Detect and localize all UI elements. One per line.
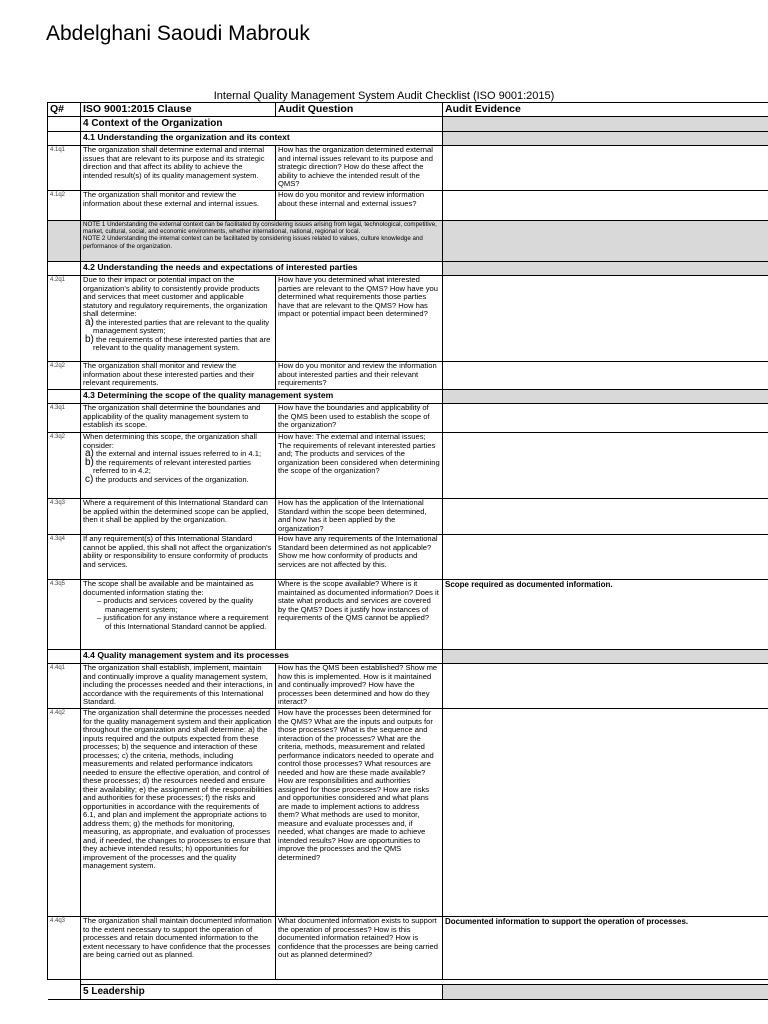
section-4-heading: 4 Context of the Organization [81,117,443,132]
question-text: Where is the scope available? Where is it maintained as documented information? Does it state what products and services are covered by the QMS? Does it justify how instances of requirements of the QMS cannot be applied? [276,580,443,650]
audit-checklist-table [47,102,768,1000]
question-text: How have any requirements of the International Standard been determined as not applicable? Show me how conformity of products and services are not affected by this. [276,535,443,580]
section-4-3-row [48,390,768,404]
question-id: 4.1q1 [48,146,81,191]
header-row [48,103,768,117]
section-4-1-row [48,132,768,146]
section-4-2-row [48,262,768,276]
table-row [48,499,768,535]
clause-text: The organization shall monitor and review the information about these interested parties and their relevant requirements. [81,362,276,390]
clause-intro: Due to their impact or potential impact on the organization's ability to consistently provide products and services that meet customer and applicable statutory and regulatory requirements, the organization shall determine: [83,275,268,318]
table-row [48,709,768,917]
clause-text: If any requirement(s) of this International Standard cannot be applied, this shall not affect the organization's ability or responsibility to ensure conformity of products and services. [81,535,276,580]
clause-text: The organization shall determine external and internal issues that are relevant to its purpose and its strategic direction and that affect its ability to achieve the intended result(s) of its quality management system. [81,146,276,191]
list-item: b) the requirements of these interested parties that are relevant to the quality management system. [85,333,271,352]
list-item: a) the external and internal issues referred to in 4.1; [85,448,262,459]
clause-text [81,433,276,499]
question-id: 4.3q5 [48,580,81,650]
table-row [48,404,768,433]
section-4-4-row [48,650,768,664]
question-id: 4.2q1 [48,276,81,362]
evidence-text: Documented information to support the operation of processes. [443,917,768,980]
list-item: – products and services covered by the quality management system; [97,596,254,614]
table-row [48,362,768,390]
note-1: NOTE 1 Understanding the external context can be facilitated by considering issues arising from legal, technological, competitive, market, cultural, social, and economic environments, whether international, national, regional or local. [83,221,437,236]
question-text: How have the processes been determined for the QMS? What are the inputs and outputs for those processes? What is the sequence and interaction of the processes? What are the criteria, methods, measurement and related performance indicators needed to operate and control those processes? What resources are needed and how are these made available? How are responsibilities and authorities assigned for those processes? How are risks and opportunities considered and what plans are made to implement actions to address them? What methods are used to monitor, measure and evaluate processes and, if needed, what changes are made to achieve intended results? How are opportunities to improve the processes and the QMS determined? [276,709,443,917]
note-row [48,221,768,262]
question-id: 4.3q3 [48,499,81,535]
clause-text: The organization shall determine the processes needed for the quality management system and their application throughout the organization and shall determine: a) the inputs required and the outputs expected from these processes; b) the sequence and interaction of these processes; c) the criteria, methods, including measurements and related performance indicators needed to ensure the effective operation, and control of these processes; d) the resources needed and ensure their availability; e) the assignment of the responsibilities and authorities for these processes; f) the risks and opportunities in accordance with the requirements of 6.1, and plan and implement the appropriate actions to address them; g) the methods for monitoring, measuring, as appropriate, and evaluation of processes and, if needed, the changes to processes to ensure that they achieve intended results; h) opportunities for improvement of the processes and the quality management system. [81,709,276,917]
question-id: 4.3q4 [48,535,81,580]
note-2: NOTE 2 Understanding the internal context can be facilitated by considering issues related to values, culture knowledge and performance of the organization. [83,235,423,250]
question-text: How has the application of the International Standard within the scope been determined, and how has it been applied by the organization? [276,499,443,535]
list-item: c) the products and services of the organization. [85,473,249,485]
table-row [48,917,768,980]
clause-intro: When determining this scope, the organization shall consider: [83,432,257,450]
table-row [48,146,768,191]
question-text: How do you monitor and review the information about interested parties and their relevant requirements? [276,362,443,390]
table-row [48,191,768,221]
header-clause: ISO 9001:2015 Clause [81,103,276,117]
question-id: 4.3q1 [48,404,81,433]
question-id: 4.4q1 [48,664,81,709]
section-4-1-heading: 4.1 Understanding the organization and its context [81,132,443,146]
clause-text: The organization shall determine the boundaries and applicability of the quality management system to establish its scope. [81,404,276,433]
section-5-heading: 5 Leadership [81,985,443,1000]
clause-text [81,276,276,362]
clause-text: The organization shall monitor and review the information about these external and internal issues. [81,191,276,221]
list-item: – justification for any instance where a requirement of this International Standard cannot be applied. [97,613,269,631]
clause-text: The organization shall establish, implement, maintain and continually improve a quality management system, including the processes needed and their interactions, in accordance with the requirements of this International Standard. [81,664,276,709]
question-text: How have you determined what interested parties are relevant to the QMS? How have you determined what requirements those parties have that are relevant to the QMS? How has impact or potential impact been determined? [276,276,443,362]
table-row [48,276,768,362]
clause-text: Where a requirement of this International Standard can be applied within the determined scope can be applied, then it shall be applied by the organization. [81,499,276,535]
question-text: How has the organization determined external and internal issues relevant to its purpose and strategic direction? How do these affect the ability to achieve the intended result of the QMS? [276,146,443,191]
question-text: How has the QMS been established? Show me how this is implemented. How is it maintained and continually improved? How have the processes been determined and how do they interact? [276,664,443,709]
section-4-2-heading: 4.2 Understanding the needs and expectations of interested parties [81,262,443,276]
table-row [48,535,768,580]
question-text: How do you monitor and review information about these internal and external issues? [276,191,443,221]
author-name: Abdelghani Saoudi Mabrouk [46,22,310,45]
section-4-4-heading: 4.4 Quality management system and its processes [81,650,443,664]
clause-text: The organization shall maintain documented information to the extent necessary to support the operation of processes and retain documented information to the extent necessary to have confidence that the processes are being carried out as planned. [81,917,276,980]
section-4-3-heading: 4.3 Determining the scope of the quality management system [81,390,443,404]
header-q: Q# [48,103,81,117]
note-block [81,221,443,262]
question-text: How have: The external and internal issues; The requirements of relevant interested parties and; The products and services of the organization been considered when determining the scope of the organization? [276,433,443,499]
clause-intro: The scope shall be available and be maintained as documented information stating the: [83,579,254,597]
question-id: 4.1q2 [48,191,81,221]
section-5-row [48,985,768,1000]
question-text: How have the boundaries and applicability of the QMS been used to establish the scope of the organization? [276,404,443,433]
list-item: b) the requirements of relevant interested parties referred to in 4.2; [85,456,251,475]
question-id: 4.3q2 [48,433,81,499]
header-evidence: Audit Evidence [443,103,768,117]
header-question: Audit Question [276,103,443,117]
question-id: 4.4q2 [48,709,81,917]
question-id: 4.4q3 [48,917,81,980]
table-row [48,580,768,650]
table-row [48,433,768,499]
section-4-row [48,117,768,132]
evidence-text: Scope required as documented information. [443,580,768,650]
document-title: Internal Quality Management System Audit Checklist (ISO 9001:2015) [213,90,555,102]
list-item: a) the interested parties that are relevant to the quality management system; [85,316,270,335]
question-id: 4.2q2 [48,362,81,390]
question-text: What documented information exists to support the operation of processes? How is this documented information retained? How is confidence that the processes are being carried out as planned determined? [276,917,443,980]
table-row [48,664,768,709]
clause-text [81,580,276,650]
